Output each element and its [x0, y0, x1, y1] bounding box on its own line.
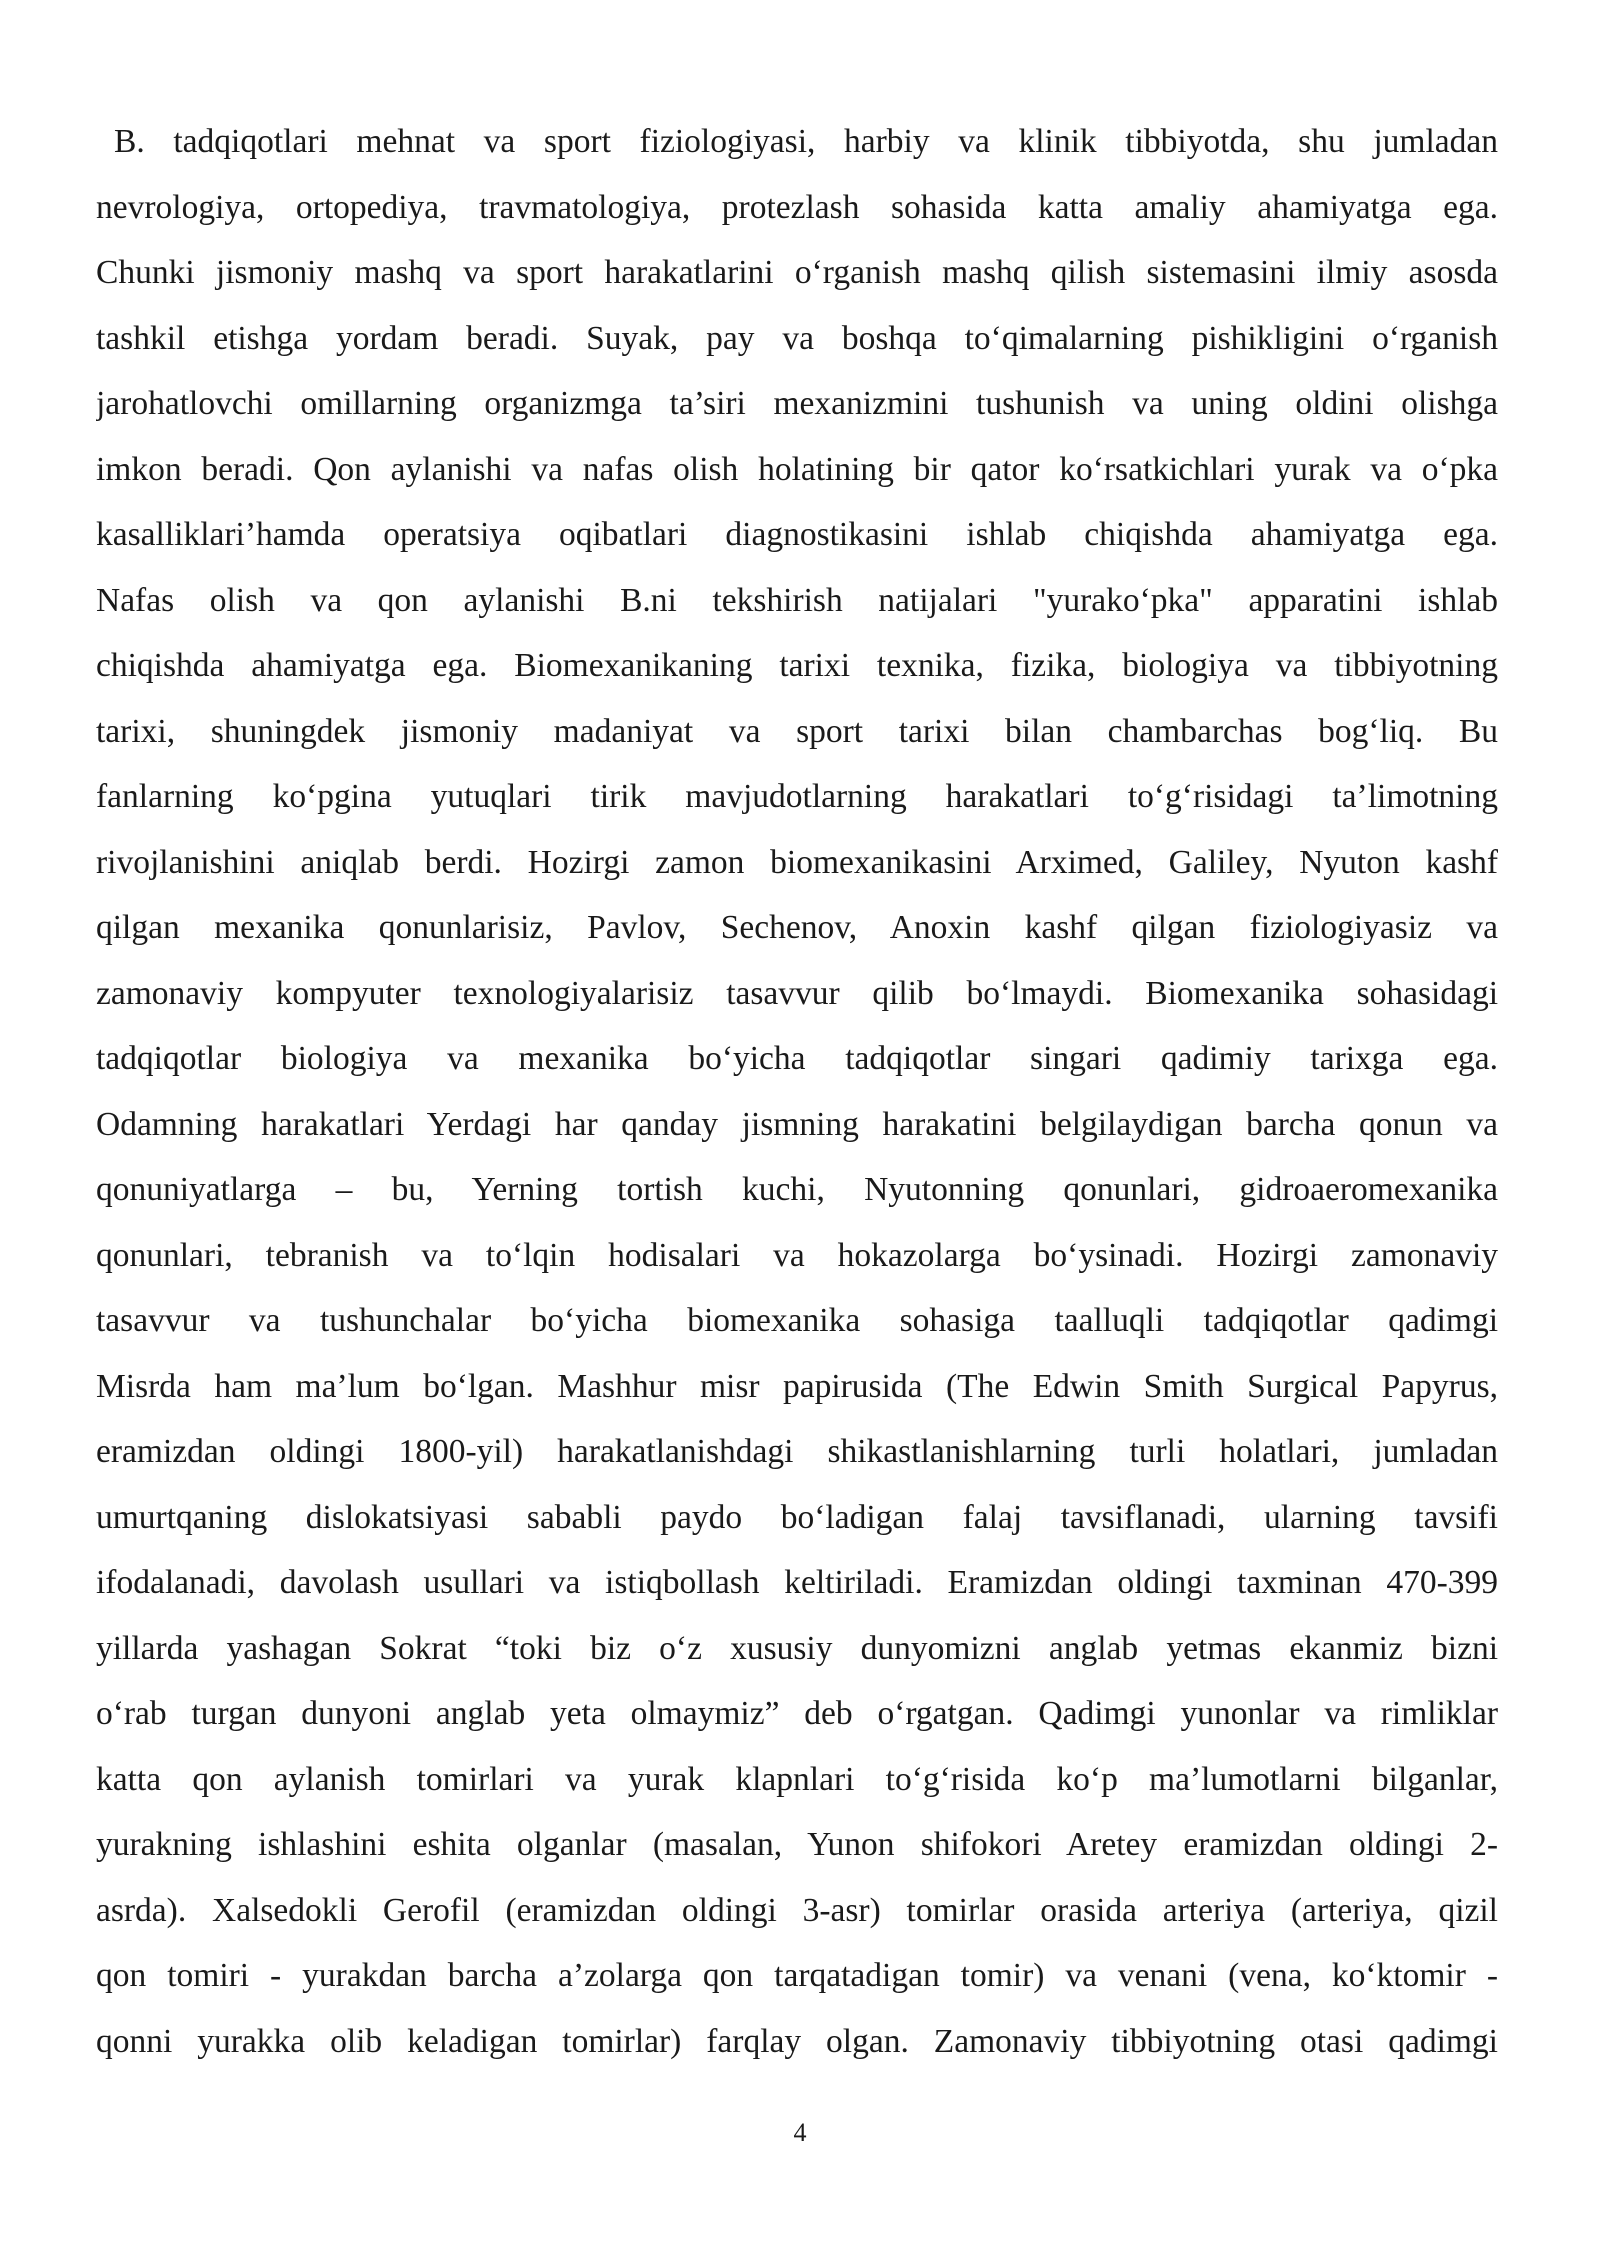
text-line: qilgan mexanika qonunlarisiz, Pavlov, Sechenov, Anoxin kashf qilgan fiziologiyasiz va — [96, 909, 1498, 946]
text-line: katta qon aylanish tomirlari va yurak klapnlari to‘g‘risida ko‘p ma’lumotlarni bilganlar, — [96, 1760, 1498, 1798]
text-line: qonuniyatlarga – bu, Yerning tortish kuchi, Nyutonning qonunlari, gidroaeromexanika — [96, 1171, 1498, 1208]
text-line: yurakning ishlashini eshita olganlar (masalan, Yunon shifokori Aretey eramizdan oldingi 2- — [96, 1826, 1498, 1863]
text-line: tasavvur va tushunchalar bo‘yicha biomexanika sohasiga taalluqli tadqiqotlar qadimgi — [96, 1302, 1498, 1339]
text-line: umurtqaning dislokatsiyasi sababli paydo bo‘ladigan falaj tavsiflanadi, ularning tavsifi — [96, 1498, 1498, 1536]
text-line: kasalliklari’hamda operatsiya oqibatlari diagnostikasini ishlab chiqishda ahamiyatga ega. — [96, 516, 1498, 553]
text-line: qon tomiri - yurakdan barcha a’zolarga qon tarqatadigan tomir) va venani (vena, ko‘ktomir - — [96, 1957, 1498, 1994]
text-line: jarohatlovchi omillarning organizmga ta’siri mexanizmini tushunish va uning oldini olishga — [96, 385, 1498, 422]
text-line: rivojlanishini aniqlab berdi. Hozirgi zamon biomexanikasini Arximed, Galiley, Nyuton kashf — [96, 843, 1498, 881]
text-line: chiqishda ahamiyatga ega. Biomexanikaning tarixi texnika, fizika, biologiya va tibbiyotning — [96, 647, 1498, 684]
text-line: zamonaviy kompyuter texnologiyalarisiz tasavvur qilib bo‘lmaydi. Biomexanika sohasidagi — [96, 974, 1498, 1012]
text-line: qonni yurakka olib keladigan tomirlar) farqlay olgan. Zamonaviy tibbiyotning otasi qadimgi — [96, 2022, 1498, 2060]
text-line: qonunlari, tebranish va to‘lqin hodisalari va hokazolarga bo‘ysinadi. Hozirgi zamonaviy — [96, 1236, 1498, 1274]
text-line: Odamning harakatlari Yerdagi har qanday jismning harakatini belgilaydigan barcha qonun va — [96, 1105, 1498, 1143]
text-line: nevrologiya, ortopediya, travmatologiya, protezlash sohasida katta amaliy ahamiyatga ega. — [96, 188, 1498, 226]
text-line: asrda). Xalsedokli Gerofil (eramizdan oldingi 3-asr) tomirlar orasida arteriya (arteriya, qizil — [96, 1891, 1498, 1929]
text-line: ifodalanadi, davolash usullari va istiqbollash keltiriladi. Eramizdan oldingi taxminan 470-399 — [96, 1564, 1498, 1601]
text-line: B. tadqiqotlari mehnat va sport fiziologiyasi, harbiy va klinik tibbiyotda, shu jumladan — [114, 123, 1498, 160]
text-line: eramizdan oldingi 1800-yil) harakatlanishdagi shikastlanishlarning turli holatlari, jumladan — [96, 1433, 1498, 1470]
text-line: tashkil etishga yordam beradi. Suyak, pay va boshqa to‘qimalarning pishikligini o‘rganish — [96, 319, 1498, 357]
text-line: Chunki jismoniy mashq va sport harakatlarini o‘rganish mashq qilish sistemasini ilmiy asosda — [96, 254, 1498, 291]
text-line: yillarda yashagan Sokrat “toki biz o‘z xususiy dunyomizni anglab yetmas ekanmiz bizni — [96, 1629, 1498, 1667]
text-line: o‘rab turgan dunyoni anglab yeta olmaymiz” deb o‘rgatgan. Qadimgi yunonlar va rimliklar — [96, 1695, 1498, 1732]
text-line: tarixi, shuningdek jismoniy madaniyat va sport tarixi bilan chambarchas bog‘liq. Bu — [96, 712, 1498, 750]
text-line: tadqiqotlar biologiya va mexanika bo‘yicha tadqiqotlar singari qadimiy tarixga ega. — [96, 1040, 1498, 1077]
text-line: fanlarning ko‘pgina yutuqlari tirik mavjudotlarning harakatlari to‘g‘risidagi ta’limotning — [96, 778, 1498, 815]
page-number: 4 — [793, 2118, 807, 2147]
body-paragraph — [96, 109, 1498, 2074]
text-line: Misrda ham ma’lum bo‘lgan. Mashhur misr papirusida (The Edwin Smith Surgical Papyrus, — [96, 1367, 1498, 1405]
text-line: imkon beradi. Qon aylanishi va nafas olish holatining bir qator ko‘rsatkichlari yurak va o‘pka — [96, 450, 1498, 488]
text-line: Nafas olish va qon aylanishi B.ni tekshirish natijalari "yurako‘pka" apparatini ishlab — [96, 581, 1498, 619]
